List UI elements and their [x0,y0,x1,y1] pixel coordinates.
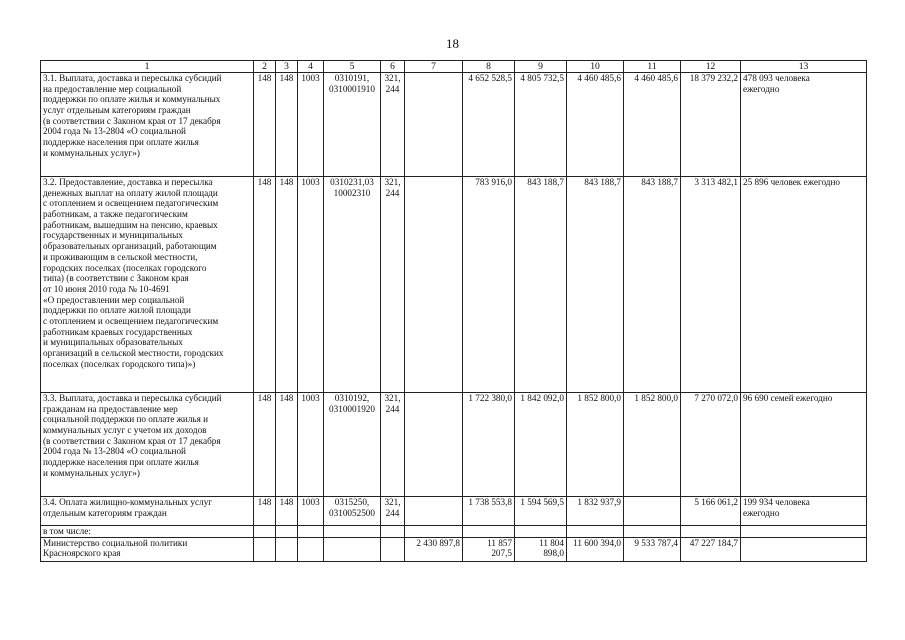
cell-value-col7: 2 430 897,8 [405,537,463,561]
cell-value-col12: 47 227 184,7 [681,537,741,561]
cell-expense-type: 321, 244 [381,497,405,526]
cell-value-col12: 18 379 232,2 [681,73,741,177]
header-cell: 2 [254,61,276,73]
cell-grbs-code: 148 [276,393,298,497]
header-cell: 6 [381,61,405,73]
column-number-header [41,61,867,73]
cell-value-col7 [405,526,463,538]
cell-value-col10: 4 460 485,6 [567,73,624,177]
cell-value-col9: 1 594 569,5 [515,497,567,526]
header-cell: 13 [741,61,867,73]
cell-target-code: 0310191, 0310001910 [324,73,381,177]
header-cell: 7 [405,61,463,73]
header-cell: 4 [298,61,324,73]
cell-expected-result: 96 690 семей ежегодно [741,393,867,497]
cell-expected-result [741,526,867,538]
cell-value-col7 [405,73,463,177]
page-number: 18 [446,36,459,51]
table-row [41,537,867,561]
cell-value-col9: 4 805 732,5 [515,73,567,177]
header-cell: 1 [41,61,254,73]
cell-grbs: 148 [254,177,276,393]
cell-value-col7 [405,177,463,393]
table-row [41,73,867,177]
cell-grbs: 148 [254,73,276,177]
cell-grbs: 148 [254,393,276,497]
row-description: 3.4. Оплата жилищно-коммунальных услуг отдельным категориям граждан [41,497,254,526]
cell-value-col8: 783 916,0 [463,177,515,393]
cell-expense-type: 321, 244 [381,177,405,393]
cell-expected-result: 25 896 человек ежегодно [741,177,867,393]
row-description: Министерство социальной политики Красноярского края [41,537,254,561]
cell-target-code [324,526,381,538]
cell-value-col8: 11 857 207,5 [463,537,515,561]
cell-value-col8 [463,526,515,538]
cell-grbs: 148 [254,497,276,526]
cell-expense-type [381,537,405,561]
cell-target-code: 0310231,03 10002310 [324,177,381,393]
cell-expected-result: 199 934 человека ежегодно [741,497,867,526]
cell-value-col11: 4 460 485,6 [624,73,681,177]
cell-expense-type: 321, 244 [381,393,405,497]
cell-value-col11 [624,497,681,526]
cell-section [298,537,324,561]
row-description: 3.3. Выплата, доставка и пересылка субсидий гражданам на предоставление мер социальной поддержки по оплате жилья и коммунальных услуг с учетом их доходов (в соответствии с Законом края от 17 декабря 2004 года № 13-2804 «О социальной поддержке населения при оплате жилья и коммунальных услуг») [41,393,254,497]
cell-expected-result [741,537,867,561]
cell-expected-result: 478 093 человека ежегодно [741,73,867,177]
cell-value-col9 [515,526,567,538]
row-description: в том числе: [41,526,254,538]
header-cell: 11 [624,61,681,73]
cell-value-col9: 1 842 092,0 [515,393,567,497]
cell-section: 1003 [298,177,324,393]
cell-target-code: 0310192, 0310001920 [324,393,381,497]
cell-value-col8: 1 738 553,8 [463,497,515,526]
cell-value-col11: 843 188,7 [624,177,681,393]
cell-target-code: 0315250, 0310052500 [324,497,381,526]
cell-grbs-code [276,537,298,561]
cell-value-col11: 1 852 800,0 [624,393,681,497]
header-cell: 9 [515,61,567,73]
row-description: 3.1. Выплата, доставка и пересылка субсидий на предоставление мер социальной поддержки по оплате жилья и коммунальных услуг отдельным категориям граждан (в соответствии с Законом края от 17 декабря 2004 года № 13-2804 «О социальной поддержке населения при оплате жилья и коммунальных услуг») [41,73,254,177]
cell-expense-type: 321, 244 [381,73,405,177]
table-row [41,526,867,538]
header-cell: 8 [463,61,515,73]
cell-grbs-code: 148 [276,177,298,393]
cell-value-col11 [624,526,681,538]
cell-value-col7 [405,393,463,497]
header-cell: 3 [276,61,298,73]
cell-grbs-code: 148 [276,497,298,526]
cell-grbs [254,526,276,538]
cell-value-col10: 1 852 800,0 [567,393,624,497]
cell-value-col10: 1 832 937,9 [567,497,624,526]
cell-value-col12: 7 270 072,0 [681,393,741,497]
cell-value-col9: 843 188,7 [515,177,567,393]
cell-value-col9: 11 804 898,0 [515,537,567,561]
cell-value-col7 [405,497,463,526]
table-row [41,393,867,497]
cell-grbs-code: 148 [276,73,298,177]
cell-section: 1003 [298,73,324,177]
header-cell: 12 [681,61,741,73]
cell-value-col12 [681,526,741,538]
cell-grbs-code [276,526,298,538]
header-cell: 10 [567,61,624,73]
cell-section: 1003 [298,393,324,497]
cell-value-col8: 1 722 380,0 [463,393,515,497]
header-cell: 5 [324,61,381,73]
cell-section [298,526,324,538]
cell-value-col12: 3 313 482,1 [681,177,741,393]
cell-target-code [324,537,381,561]
table-row [41,177,867,393]
program-table [40,60,867,562]
cell-expense-type [381,526,405,538]
cell-grbs [254,537,276,561]
table-row [41,497,867,526]
cell-value-col10: 11 600 394,0 [567,537,624,561]
cell-value-col10: 843 188,7 [567,177,624,393]
cell-value-col8: 4 652 528,5 [463,73,515,177]
cell-value-col10 [567,526,624,538]
row-description: 3.2. Предоставление, доставка и пересылка денежных выплат на оплату жилой площади с отоплением и освещением педагогическим работникам, а также педагогическим работникам, вышедшим на пенсию, краевых государственных и муниципальных образовательных организаций, работающим и проживающим в сельской местности, городских поселках (поселках городского типа) (в соответствии с Законом края от 10 июня 2010 года № 10-4691 «О предоставлении мер социальной поддержки по оплате жилой площади с отоплением и освещением педагогическим работникам краевых государственных и муниципальных образовательных организаций в сельской местности, городских поселках (поселках городского типа)») [41,177,254,393]
cell-value-col11: 9 533 787,4 [624,537,681,561]
cell-value-col12: 5 166 061,2 [681,497,741,526]
cell-section: 1003 [298,497,324,526]
